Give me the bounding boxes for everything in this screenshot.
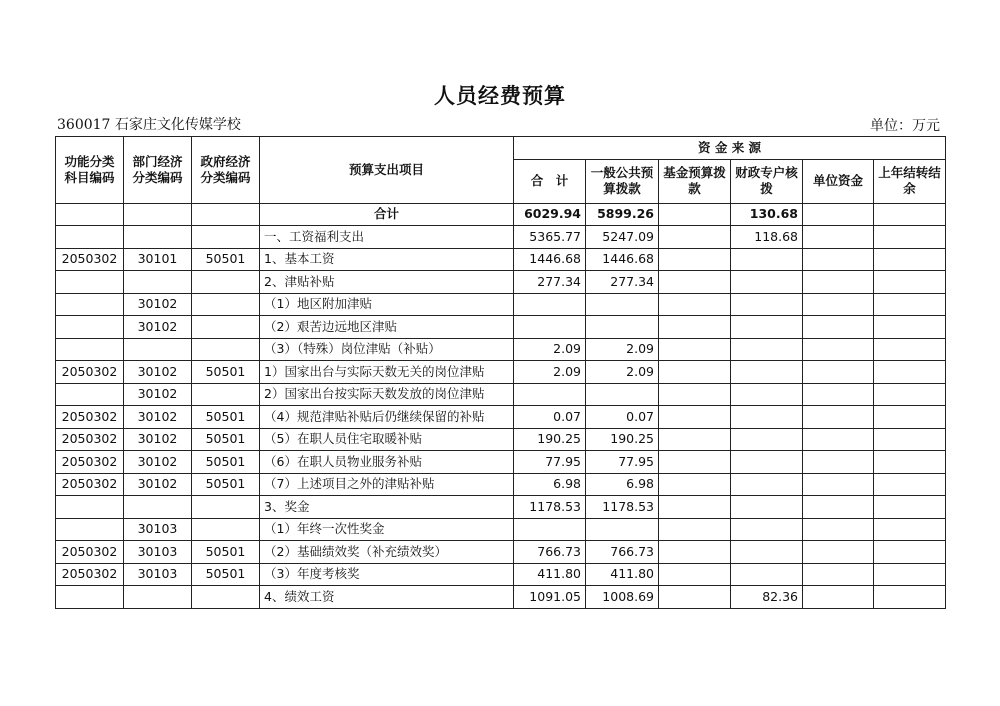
cell-special [731, 271, 803, 294]
cell-special [731, 383, 803, 406]
cell-gov-code [192, 518, 260, 541]
cell-func-code [56, 383, 124, 406]
cell-total: 1091.05 [514, 586, 586, 609]
budget-table [55, 136, 946, 609]
cell-fund [659, 271, 731, 294]
cell-unit-funds [803, 338, 874, 361]
cell-unit-funds [803, 541, 874, 564]
cell-unit-funds [803, 271, 874, 294]
header-fund: 基金预算拨款 [659, 159, 731, 203]
cell-item: 1、基本工资 [260, 248, 514, 271]
cell-unit-funds [803, 518, 874, 541]
cell-gov-code [192, 271, 260, 294]
header-unit-funds: 单位资金 [803, 159, 874, 203]
cell-gov-code [192, 203, 260, 226]
page-title: 人员经费预算 [434, 83, 566, 108]
table-row [56, 203, 946, 226]
cell-fund [659, 361, 731, 384]
cell-dept-code: 30102 [124, 473, 192, 496]
cell-dept-code: 30103 [124, 563, 192, 586]
cell-prev [874, 316, 946, 339]
header-dept-code: 部门经济分类编码 [124, 137, 192, 204]
cell-fund [659, 518, 731, 541]
cell-general: 411.80 [586, 563, 659, 586]
table-row [56, 496, 946, 519]
table-row [56, 586, 946, 609]
cell-fund [659, 451, 731, 474]
cell-func-code: 2050302 [56, 428, 124, 451]
cell-prev [874, 428, 946, 451]
cell-total: 2.09 [514, 361, 586, 384]
cell-total: 1178.53 [514, 496, 586, 519]
cell-gov-code: 50501 [192, 541, 260, 564]
cell-special [731, 541, 803, 564]
cell-prev [874, 203, 946, 226]
header-func-code: 功能分类科目编码 [56, 137, 124, 204]
cell-prev [874, 361, 946, 384]
cell-item: （1）年终一次性奖金 [260, 518, 514, 541]
cell-gov-code: 50501 [192, 248, 260, 271]
cell-fund [659, 293, 731, 316]
cell-gov-code [192, 338, 260, 361]
cell-dept-code [124, 338, 192, 361]
cell-item: （4）规范津贴补贴后仍继续保留的补贴 [260, 406, 514, 429]
cell-func-code [56, 203, 124, 226]
cell-item: 1）国家出台与实际天数无关的岗位津贴 [260, 361, 514, 384]
cell-unit-funds [803, 406, 874, 429]
cell-total [514, 316, 586, 339]
cell-unit-funds [803, 428, 874, 451]
cell-item: 一、工资福利支出 [260, 226, 514, 249]
cell-fund [659, 338, 731, 361]
cell-item: （3）（特殊）岗位津贴（补贴） [260, 338, 514, 361]
cell-total: 2.09 [514, 338, 586, 361]
cell-general [586, 316, 659, 339]
cell-special [731, 451, 803, 474]
cell-item: 合计 [260, 203, 514, 226]
cell-special: 118.68 [731, 226, 803, 249]
cell-special: 130.68 [731, 203, 803, 226]
table-row [56, 226, 946, 249]
cell-special [731, 293, 803, 316]
table-row [56, 361, 946, 384]
cell-total: 766.73 [514, 541, 586, 564]
table-row [56, 518, 946, 541]
cell-func-code [56, 518, 124, 541]
header-prev: 上年结转结余 [874, 159, 946, 203]
header-special: 财政专户核拨 [731, 159, 803, 203]
unit-label: 单位：万元 [870, 118, 940, 134]
cell-prev [874, 383, 946, 406]
cell-dept-code: 30102 [124, 451, 192, 474]
table-row [56, 316, 946, 339]
cell-prev [874, 451, 946, 474]
cell-gov-code [192, 293, 260, 316]
cell-unit-funds [803, 361, 874, 384]
cell-gov-code [192, 496, 260, 519]
cell-general: 2.09 [586, 361, 659, 384]
cell-dept-code: 30102 [124, 361, 192, 384]
cell-special [731, 338, 803, 361]
cell-unit-funds [803, 383, 874, 406]
cell-dept-code: 30102 [124, 316, 192, 339]
header-source-group: 资 金 来 源 [514, 137, 946, 160]
cell-total: 5365.77 [514, 226, 586, 249]
cell-func-code [56, 293, 124, 316]
cell-unit-funds [803, 248, 874, 271]
cell-fund [659, 248, 731, 271]
cell-unit-funds [803, 496, 874, 519]
cell-gov-code [192, 316, 260, 339]
cell-dept-code [124, 271, 192, 294]
cell-unit-funds [803, 563, 874, 586]
table-row [56, 428, 946, 451]
cell-item: （1）地区附加津贴 [260, 293, 514, 316]
cell-fund [659, 586, 731, 609]
cell-total: 6.98 [514, 473, 586, 496]
cell-dept-code [124, 203, 192, 226]
cell-gov-code: 50501 [192, 451, 260, 474]
cell-item: 2、津贴补贴 [260, 271, 514, 294]
cell-prev [874, 406, 946, 429]
cell-dept-code: 30102 [124, 428, 192, 451]
table-row [56, 248, 946, 271]
cell-item: 2）国家出台按实际天数发放的岗位津贴 [260, 383, 514, 406]
cell-total: 411.80 [514, 563, 586, 586]
cell-general: 766.73 [586, 541, 659, 564]
cell-fund [659, 563, 731, 586]
cell-dept-code: 30102 [124, 383, 192, 406]
header-item: 预算支出项目 [260, 137, 514, 204]
cell-special [731, 563, 803, 586]
table-header [56, 137, 946, 204]
cell-total: 0.07 [514, 406, 586, 429]
cell-unit-funds [803, 316, 874, 339]
cell-prev [874, 541, 946, 564]
cell-total [514, 518, 586, 541]
organization-label: 360017 石家庄文化传媒学校 [57, 117, 241, 133]
cell-general: 77.95 [586, 451, 659, 474]
cell-dept-code: 30103 [124, 518, 192, 541]
cell-prev [874, 496, 946, 519]
cell-general: 1446.68 [586, 248, 659, 271]
cell-dept-code [124, 226, 192, 249]
cell-general: 277.34 [586, 271, 659, 294]
cell-general: 1008.69 [586, 586, 659, 609]
cell-prev [874, 226, 946, 249]
cell-prev [874, 248, 946, 271]
cell-gov-code: 50501 [192, 406, 260, 429]
cell-unit-funds [803, 451, 874, 474]
cell-total [514, 293, 586, 316]
cell-item: （7）上述项目之外的津贴补贴 [260, 473, 514, 496]
table-row [56, 271, 946, 294]
cell-total: 6029.94 [514, 203, 586, 226]
cell-func-code [56, 316, 124, 339]
cell-fund [659, 226, 731, 249]
cell-fund [659, 203, 731, 226]
cell-func-code: 2050302 [56, 406, 124, 429]
cell-fund [659, 406, 731, 429]
cell-general: 190.25 [586, 428, 659, 451]
cell-special: 82.36 [731, 586, 803, 609]
cell-func-code [56, 226, 124, 249]
cell-item: （2）基础绩效奖（补充绩效奖） [260, 541, 514, 564]
cell-dept-code: 30102 [124, 406, 192, 429]
header-gov-code: 政府经济分类编码 [192, 137, 260, 204]
cell-total: 1446.68 [514, 248, 586, 271]
cell-fund [659, 473, 731, 496]
cell-unit-funds [803, 473, 874, 496]
cell-total [514, 383, 586, 406]
table-row [56, 383, 946, 406]
cell-fund [659, 541, 731, 564]
cell-gov-code [192, 586, 260, 609]
table-row [56, 451, 946, 474]
header-total: 合 计 [514, 159, 586, 203]
cell-unit-funds [803, 586, 874, 609]
cell-fund [659, 428, 731, 451]
cell-item: （3）年度考核奖 [260, 563, 514, 586]
cell-func-code [56, 271, 124, 294]
cell-item: （2）艰苦边远地区津贴 [260, 316, 514, 339]
cell-dept-code: 30101 [124, 248, 192, 271]
cell-general [586, 383, 659, 406]
cell-func-code [56, 338, 124, 361]
cell-func-code [56, 496, 124, 519]
cell-total: 190.25 [514, 428, 586, 451]
cell-gov-code [192, 383, 260, 406]
cell-unit-funds [803, 226, 874, 249]
cell-func-code: 2050302 [56, 248, 124, 271]
cell-special [731, 406, 803, 429]
cell-special [731, 428, 803, 451]
cell-general: 6.98 [586, 473, 659, 496]
cell-item: 4、绩效工资 [260, 586, 514, 609]
cell-dept-code [124, 496, 192, 519]
cell-gov-code: 50501 [192, 563, 260, 586]
cell-func-code: 2050302 [56, 361, 124, 384]
cell-fund [659, 383, 731, 406]
cell-gov-code: 50501 [192, 473, 260, 496]
cell-func-code: 2050302 [56, 451, 124, 474]
cell-func-code: 2050302 [56, 473, 124, 496]
cell-dept-code: 30103 [124, 541, 192, 564]
cell-item: （6）在职人员物业服务补贴 [260, 451, 514, 474]
cell-special [731, 316, 803, 339]
table-row [56, 293, 946, 316]
cell-special [731, 496, 803, 519]
table-body [56, 203, 946, 608]
header-general: 一般公共预算拨款 [586, 159, 659, 203]
cell-func-code: 2050302 [56, 563, 124, 586]
cell-special [731, 248, 803, 271]
table-row [56, 473, 946, 496]
cell-general [586, 293, 659, 316]
cell-item: 3、奖金 [260, 496, 514, 519]
cell-gov-code: 50501 [192, 428, 260, 451]
cell-gov-code: 50501 [192, 361, 260, 384]
cell-special [731, 361, 803, 384]
cell-prev [874, 563, 946, 586]
cell-dept-code [124, 586, 192, 609]
cell-fund [659, 496, 731, 519]
cell-prev [874, 586, 946, 609]
cell-prev [874, 473, 946, 496]
table-row [56, 563, 946, 586]
cell-prev [874, 338, 946, 361]
cell-general: 0.07 [586, 406, 659, 429]
cell-unit-funds [803, 203, 874, 226]
cell-item: （5）在职人员住宅取暖补贴 [260, 428, 514, 451]
table-row [56, 541, 946, 564]
cell-gov-code [192, 226, 260, 249]
cell-prev [874, 271, 946, 294]
cell-func-code [56, 586, 124, 609]
cell-total: 277.34 [514, 271, 586, 294]
cell-general: 5899.26 [586, 203, 659, 226]
cell-general: 1178.53 [586, 496, 659, 519]
cell-special [731, 518, 803, 541]
cell-prev [874, 518, 946, 541]
table-row [56, 338, 946, 361]
cell-unit-funds [803, 293, 874, 316]
cell-general: 2.09 [586, 338, 659, 361]
table-row [56, 406, 946, 429]
cell-special [731, 473, 803, 496]
cell-fund [659, 316, 731, 339]
cell-func-code: 2050302 [56, 541, 124, 564]
cell-dept-code: 30102 [124, 293, 192, 316]
cell-prev [874, 293, 946, 316]
cell-general: 5247.09 [586, 226, 659, 249]
cell-general [586, 518, 659, 541]
cell-total: 77.95 [514, 451, 586, 474]
